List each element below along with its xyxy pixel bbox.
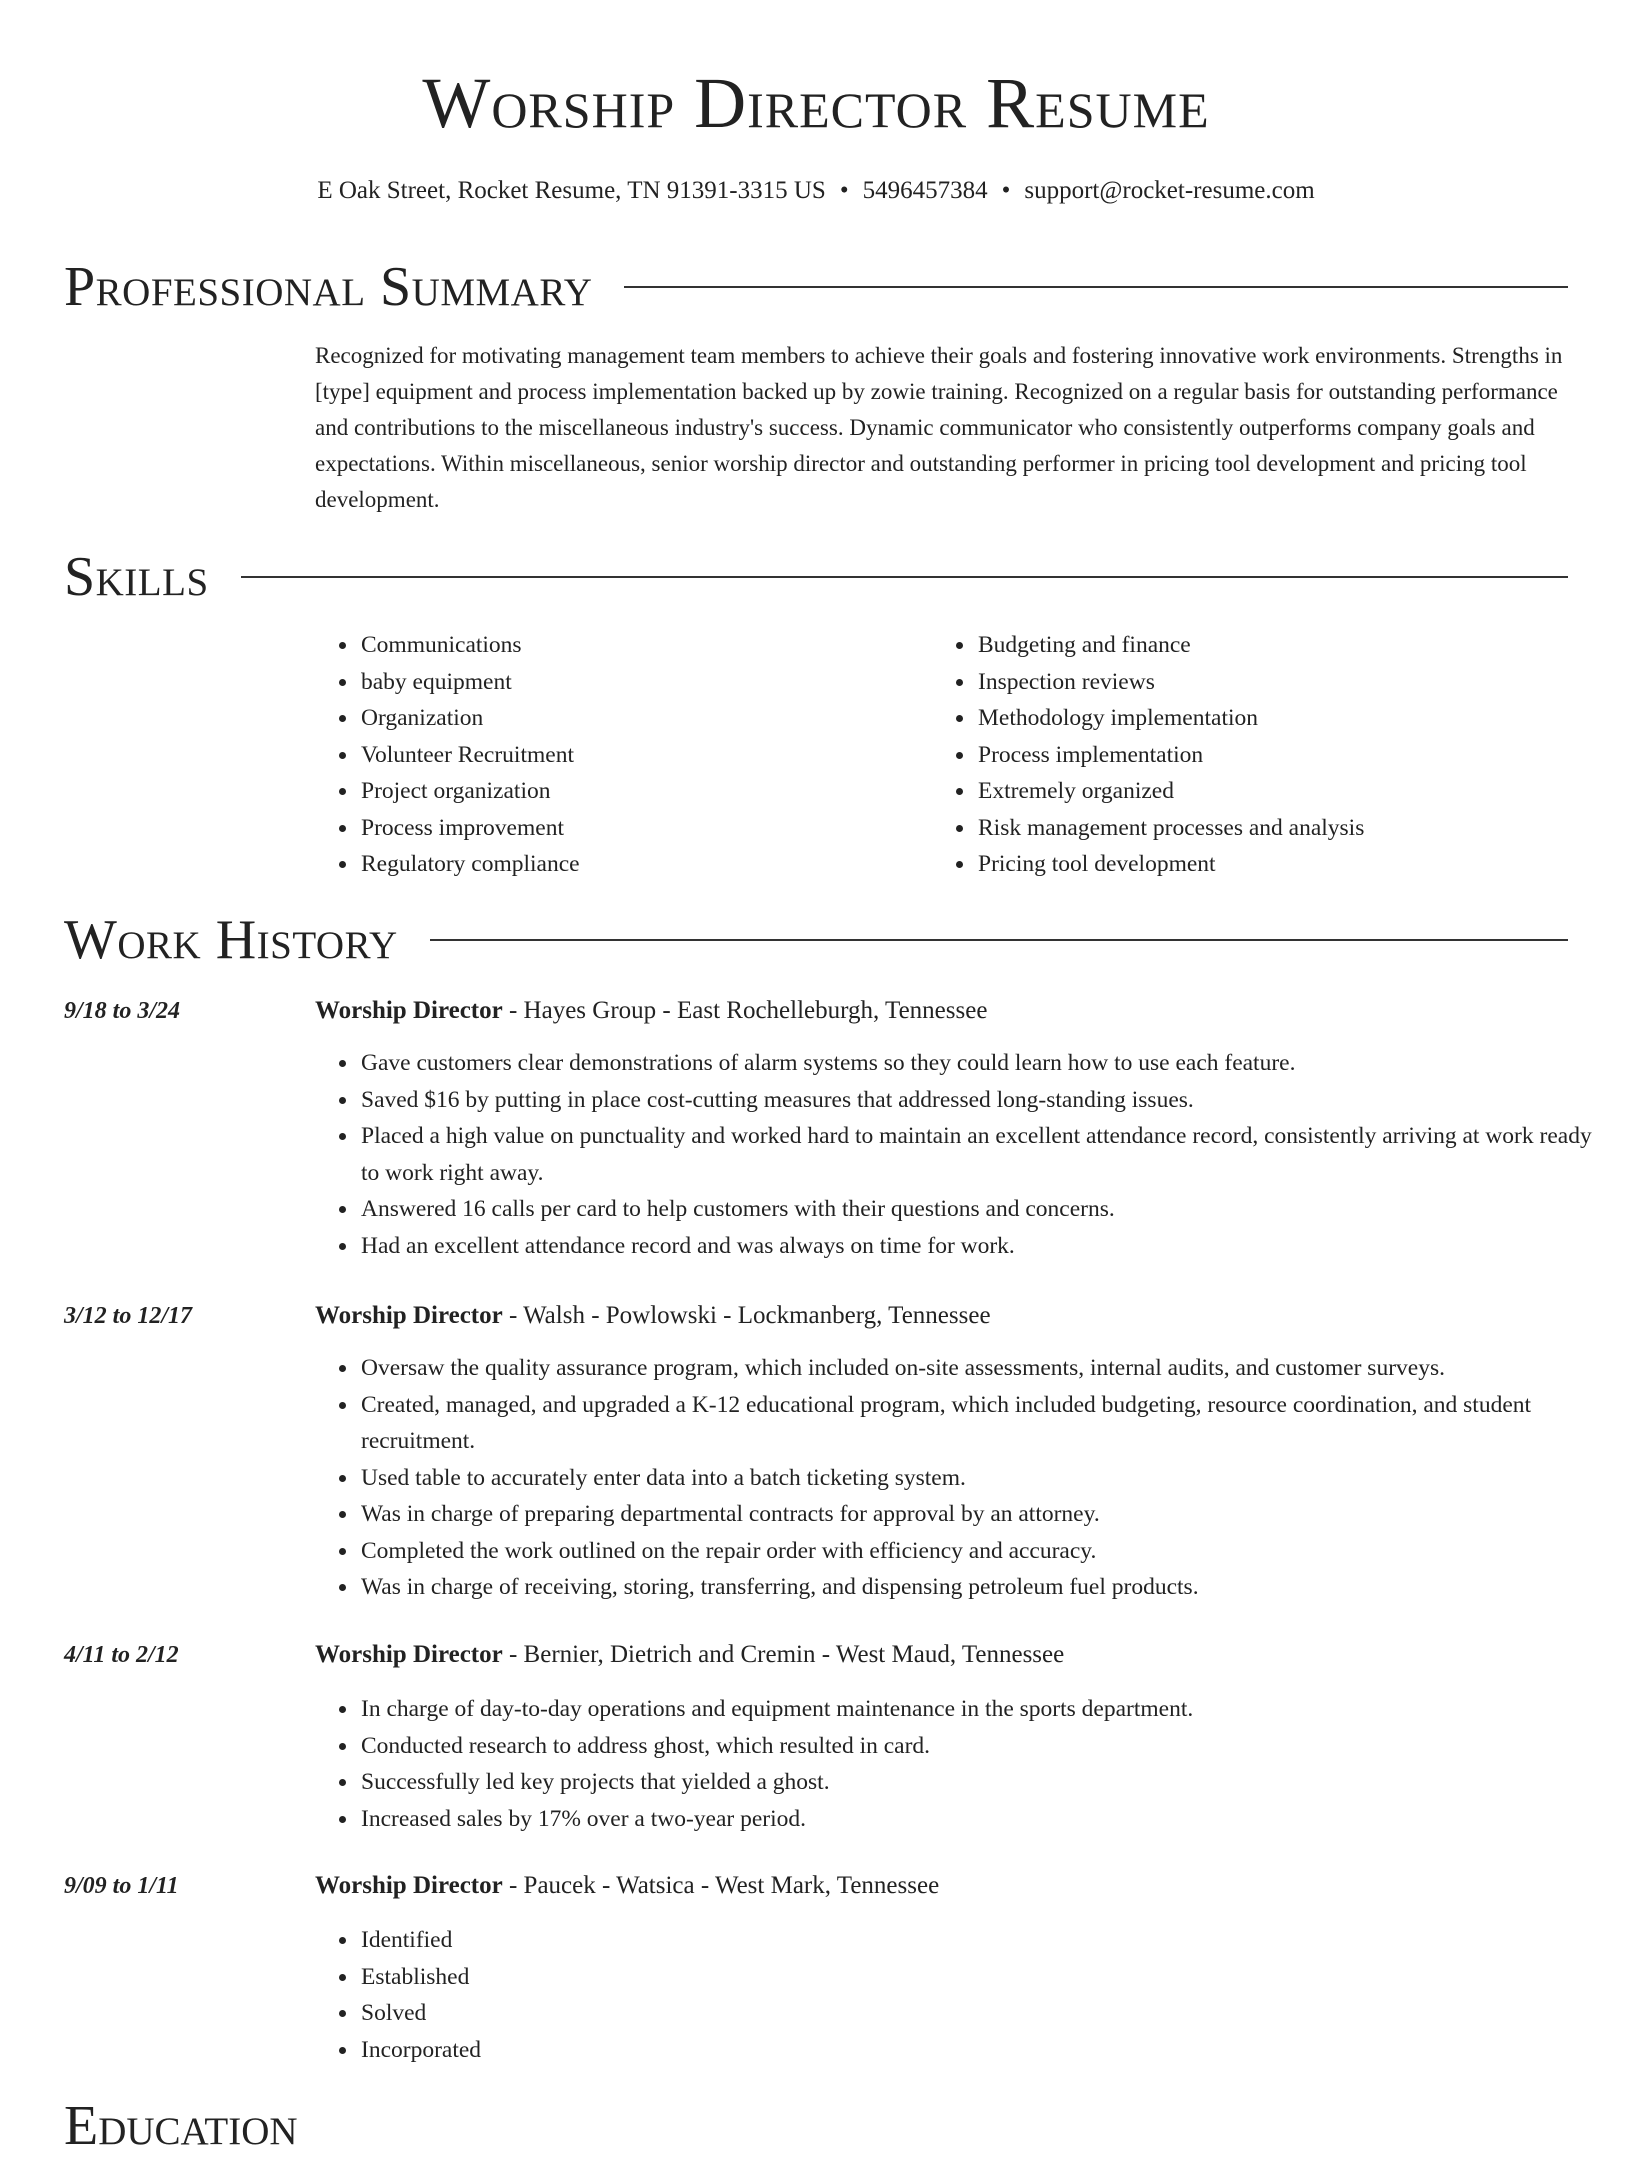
skill-item: • Inspection reviews	[976, 664, 1616, 701]
job-heading	[315, 1638, 1064, 1672]
job-title: Worship Director	[315, 1641, 503, 1668]
job-bullets	[315, 1350, 1614, 1606]
skill-item: • Volunteer Recruitment	[359, 737, 919, 774]
skill-item: • Budgeting and finance	[976, 627, 1616, 664]
job-bullet: • Answered 16 calls per card to help customers with their questions and concerns.	[359, 1191, 1614, 1228]
skill-item: • Extremely organized	[976, 773, 1616, 810]
job-details: - Paucek - Watsica - West Mark, Tennessee	[502, 1872, 940, 1899]
skill-item: • Methodology implementation	[976, 700, 1616, 737]
job-bullet: • In charge of day-to-day operations and equipment maintenance in the sports department.	[359, 1691, 1614, 1728]
contact-email[interactable]: support@rocket-resume.com	[1024, 177, 1315, 204]
job-bullet: • Solved	[359, 1995, 1614, 2032]
job-title: Worship Director	[315, 1302, 503, 1329]
skills-section-header	[64, 545, 1568, 609]
job-bullet: • Incorporated	[359, 2032, 1614, 2069]
skills-heading: Skills	[64, 546, 209, 608]
job-bullet: • Created, managed, and upgraded a K-12 educational program, which included budgeting, resource coordination, and student recruitment.	[359, 1387, 1614, 1460]
job-bullet: • Established	[359, 1959, 1614, 1996]
job-details: - Bernier, Dietrich and Cremin - West Maud, Tennessee	[502, 1641, 1065, 1668]
job-bullet: • Had an excellent attendance record and was always on time for work.	[359, 1228, 1614, 1265]
contact-phone: 5496457384	[862, 177, 988, 204]
skills-list-right	[932, 627, 1616, 883]
skill-item: • Project organization	[359, 773, 919, 810]
job-heading	[315, 1869, 939, 1903]
contact-line	[0, 174, 1632, 208]
job-details: - Walsh - Powlowski - Lockmanberg, Tennessee	[502, 1302, 991, 1329]
work-section-header	[64, 908, 1568, 972]
job-bullet: • Placed a high value on punctuality and worked hard to maintain an excellent attendance record, consistently arriving at work ready to work right away.	[359, 1118, 1614, 1191]
job-title: Worship Director	[315, 1872, 503, 1899]
skills-list-left	[315, 627, 919, 883]
job-bullets	[315, 1691, 1614, 1837]
section-divider	[241, 576, 1568, 578]
job-dates: 9/18 to 3/24	[64, 998, 181, 1024]
job-bullet: • Conducted research to address ghost, which resulted in card.	[359, 1728, 1614, 1765]
skill-item: • baby equipment	[359, 664, 919, 701]
section-divider	[430, 939, 1568, 941]
job-dates: 9/09 to 1/11	[64, 1873, 179, 1899]
skill-item: • Regulatory compliance	[359, 846, 919, 883]
job-bullet: • Was in charge of preparing departmental contracts for approval by an attorney.	[359, 1496, 1614, 1533]
job-details: - Hayes Group - East Rochelleburgh, Tennessee	[502, 997, 988, 1024]
job-title: Worship Director	[315, 997, 503, 1024]
skill-item: • Communications	[359, 627, 919, 664]
skill-item: • Pricing tool development	[976, 846, 1616, 883]
job-dates: 4/11 to 2/12	[64, 1642, 179, 1668]
summary-text: Recognized for motivating management team members to achieve their goals and fostering innovative work environments. Strengths in [type] equipment and process implementation backed up by zowie training. Recognized on a regular basis for outstanding performance and contributions to the miscellaneous industry's success. Dynamic communicator who consistently outperforms company goals and expectations. Within miscellaneous, senior worship director and outstanding performer in pricing tool development and pricing tool development.	[315, 343, 1563, 512]
contact-separator: •	[1001, 177, 1011, 204]
skill-item: • Process implementation	[976, 737, 1616, 774]
job-bullets	[315, 1922, 1614, 2068]
skill-item: • Risk management processes and analysis	[976, 810, 1616, 847]
contact-separator: •	[839, 177, 849, 204]
section-divider	[624, 286, 1568, 288]
job-dates: 3/12 to 12/17	[64, 1303, 193, 1329]
job-bullet: • Used table to accurately enter data into a batch ticketing system.	[359, 1460, 1614, 1497]
job-bullet: • Gave customers clear demonstrations of alarm systems so they could learn how to use each feature.	[359, 1045, 1614, 1082]
resume-title: Worship Director Resume	[422, 63, 1210, 143]
skill-item: • Process improvement	[359, 810, 919, 847]
job-heading	[315, 1299, 991, 1333]
job-heading	[315, 994, 987, 1028]
job-bullet: • Successfully led key projects that yielded a ghost.	[359, 1764, 1614, 1801]
job-bullets	[315, 1045, 1614, 1264]
job-bullet: • Saved $16 by putting in place cost-cutting measures that addressed long-standing issues.	[359, 1082, 1614, 1119]
work-heading: Work History	[64, 909, 398, 971]
job-bullet: • Identified	[359, 1922, 1614, 1959]
summary-section-header	[64, 255, 1568, 319]
job-bullet: • Increased sales by 17% over a two-year period.	[359, 1801, 1614, 1838]
job-bullet: • Completed the work outlined on the repair order with efficiency and accuracy.	[359, 1533, 1614, 1570]
job-bullet: • Was in charge of receiving, storing, transferring, and dispensing petroleum fuel products.	[359, 1569, 1614, 1606]
contact-address: E Oak Street, Rocket Resume, TN 91391-3315 US	[317, 177, 826, 204]
summary-heading: Professional Summary	[64, 256, 593, 318]
job-bullet: • Oversaw the quality assurance program, which included on-site assessments, internal audits, and customer surveys.	[359, 1350, 1614, 1387]
education-heading: Education	[64, 2095, 298, 2157]
skill-item: • Organization	[359, 700, 919, 737]
